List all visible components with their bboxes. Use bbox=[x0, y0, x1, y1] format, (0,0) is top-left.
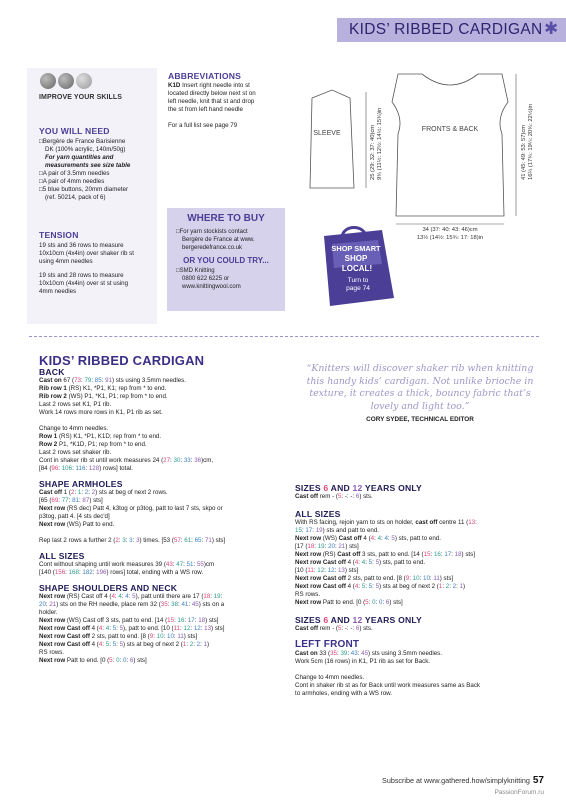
list-item: □5 blue buttons, 20mm diameter bbox=[39, 186, 129, 193]
svg-text:41 (45: 49: 53: 57)cm: 41 (45: 49: 53: 57)cm bbox=[521, 124, 527, 180]
fronts-back-outline bbox=[392, 74, 508, 216]
watermark: PassionForum.ru bbox=[494, 789, 544, 796]
tension-text: 19 sts and 36 rows to measure 10x10cm (4x4in) over shaker rib st using 4mm needles 19 sts and 28 rows to measure 10x10cm (4x4in) over st st using 4mm needles bbox=[39, 242, 134, 295]
yarn-ball-icon bbox=[58, 73, 74, 89]
skill-yarn-balls bbox=[40, 73, 94, 94]
pattern-right-column: SIZES 6 AND 12 YEARS ONLY Cast off rem - (5: -: -: 6) sts. ALL SIZES With RS facing, rejoin yarn to sts on holder, cast off centre 11 (13: 15: 17: 19) sts and patt to end. Next row (WS) Cast off 4 (4: 4: 4: 5) sts, patt to end. [17 (18: 19: 20: 21) sts] Next row (RS) Cast off 3 sts, patt to end. [14 (15: 16: 17: 18) sts] Next row Cast off 4 (4: 4: 5: 5) sts, patt to end. [10 (11: 12: 12: 13) sts] Next row Cast off 2 sts, patt to end. [8 (9: 10: 10: 11) sts] Next row Cast off 4 (4: 5: 5: 5) sts at beg of next 2 (1: 2: 2: 1) RS rows. Next row Patt to end. [0 (5: 0: 0: 6) sts] SIZES 6 AND 12 YEARS ONLY Cast off rem - (5: -: -: 6) sts. LEFT FRONT Cast on 33 (35: 39: 43: 45) sts using 3.5mm needles. Work 5cm (16 rows) in K1, P1 rib as set for Back. Change to 4mm needles. Cont in shaker rib st as for Back until work measures same as Back to armholes, ending with a WS row. bbox=[295, 483, 481, 697]
you-will-need-heading: YOU WILL NEED bbox=[39, 126, 110, 136]
list-item: (ref. 50214, pack of 6) bbox=[45, 194, 106, 201]
footer bbox=[382, 775, 544, 786]
list-item: measurements see size table bbox=[45, 162, 131, 169]
list-item: For yarn quantities and bbox=[45, 154, 114, 161]
where-to-buy-heading: WHERE TO BUY bbox=[187, 213, 265, 224]
you-will-need-list bbox=[39, 138, 159, 202]
shop-text: □SMD Knitting 0800 622 6225 or www.knittingwool.com bbox=[176, 268, 241, 290]
star-icon: ✱ bbox=[544, 19, 559, 38]
pattern-left-column: BACK Cast on 67 (73: 79: 85: 91) sts using 3.5mm needles. Rib row 1 (RS) K1, *P1, K1; rep from * to end. Rib row 2 (WS) P1, *K1, P1; rep from * to end. Last 2 rows set K1, P1 rib. Work 14 rows more rows in K1, P1 rib as set. Change to 4mm needles. Row 1 (RS) K1, *P1, K1D; rep from * to end. Row 2 P1, *K1D, P1; rep from * to end. Last 2 rows set shaker rib. Cont in shaker rib st until work measures 24 (27: 30: 33: 36)cm, [84 (96: 106: 116: 128) rows] total. SHAPE ARMHOLES Cast off 1 (2: 1: 2: 2) sts at beg of next 2 rows. [65 (69: 77: 81: 87) sts] Next row (RS dec) Patt 4, k3tog or p3tog, patt to last 7 sts, skpo or p3tog, patt 4. [4 sts dec'd] Next row (WS) Patt to end. Rep last 2 rows a further 2 (2: 3: 3: 3) times. [53 (57: 61: 65: 71) sts] ALL SIZES Cont without shaping until work measures 39 (43: 47: 51: 55)cm [140 (156: 168: 182: 196) rows] total, ending with a WS row. SHAPE SHOULDERS AND NECK Next row (RS) Cast off 4 (4: 4: 4: 5), patt until there are 17 (18: 19: 20: 21) sts on the RH needle, place rem 32 (35: 38: 41: 45) sts on a holder. Next row (WS) Cast off 3 sts, patt to end. [14 (15: 16: 17: 18) sts] Next row Cast off 4 (4: 4: 5: 5), patt to end. [10 (11: 12: 12: 13) sts] Next row Cast off 2 sts, patt to end. [8 (9: 10: 10: 11) sts] Next row Cast off 4 (4: 5: 5: 5) sts at beg of next 2 (1: 2: 2: 1) RS rows. Next row Patt to end. [0 (5: 0: 0: 6) sts] bbox=[39, 367, 226, 664]
svg-text:SHOP SMART: SHOP SMART bbox=[331, 244, 381, 253]
skills-label: IMPROVE YOUR SKILLS bbox=[39, 94, 123, 101]
svg-text:Turn to: Turn to bbox=[347, 277, 369, 284]
svg-text:SHOP: SHOP bbox=[344, 254, 368, 263]
svg-text:13½ (14½: 15¾: 17: 18)in: 13½ (14½: 15¾: 17: 18)in bbox=[416, 235, 484, 241]
list-item: □Bergère de France Barisienne bbox=[39, 138, 126, 145]
tension-heading: TENSION bbox=[39, 230, 79, 240]
sleeve-outline bbox=[310, 90, 354, 188]
svg-text:LOCAL!: LOCAL! bbox=[341, 264, 373, 273]
abbreviations-heading: ABBREVIATIONS bbox=[168, 71, 242, 81]
sleeve-label: SLEEVE bbox=[313, 130, 341, 137]
garment-diagram bbox=[296, 62, 558, 248]
svg-text:25 (29: 32: 37: 40)cm: 25 (29: 32: 37: 40)cm bbox=[370, 124, 376, 180]
or-heading: OR YOU COULD TRY... bbox=[183, 256, 269, 265]
svg-text:page 74: page 74 bbox=[346, 285, 370, 292]
where-to-buy-text: □For yarn stockists contact Bergère de France at www. bergeredefrance.co.uk bbox=[176, 229, 255, 251]
list-item: □A pair of 4mm needles bbox=[39, 178, 105, 185]
svg-text:16¼ (17¾: 19¼: 20¾: 22½)in: 16¼ (17¾: 19¼: 20¾: 22½)in bbox=[528, 103, 534, 180]
svg-text:34 (37: 40: 43: 46)cm: 34 (37: 40: 43: 46)cm bbox=[422, 227, 478, 233]
header-title-band bbox=[337, 18, 566, 42]
svg-text:9¾ (11½: 12½: 14½: 15¾)in: 9¾ (11½: 12½: 14½: 15¾)in bbox=[377, 107, 383, 180]
where-to-buy-box bbox=[167, 208, 285, 311]
pull-quote: “Knitters will discover shaker rib when knitting this handy kids’ cardigan. Not unlike brioche in texture, it creates a thick, bouncy fabric that’s lovely and light too.” bbox=[306, 363, 534, 412]
header-title: KIDS’ RIBBED CARDIGAN bbox=[349, 21, 543, 38]
abbreviations-text: K1D Insert right needle into st located directly below next st on left needle, knit that st and drop the st from left hand needle For a full list see page 79 bbox=[168, 82, 256, 129]
page-number: 57 bbox=[532, 775, 544, 786]
yarn-ball-icon bbox=[76, 73, 92, 89]
fronts-back-label: FRONTS & BACK bbox=[421, 126, 479, 133]
list-item: □A pair of 3.5mm needles bbox=[39, 170, 110, 177]
list-item: DK (100% acrylic, 140m/50g) bbox=[45, 146, 126, 153]
footer-text: Subscribe at www.gathered.how/simplyknitting bbox=[382, 776, 530, 785]
section-divider bbox=[29, 336, 539, 337]
quote-author: CORY SYDEE, TECHNICAL EDITOR bbox=[366, 416, 474, 423]
pattern-title: KIDS’ RIBBED CARDIGAN bbox=[39, 353, 205, 368]
yarn-ball-icon bbox=[40, 73, 56, 89]
